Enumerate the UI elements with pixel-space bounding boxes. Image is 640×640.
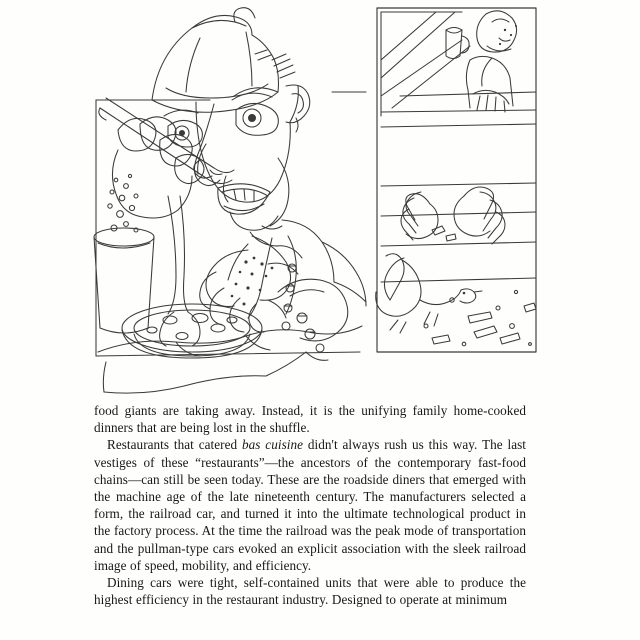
italic-phrase: bas cuisine	[242, 437, 304, 453]
para-2	[94, 436, 526, 574]
right-strip-middle	[381, 183, 536, 246]
text-run: Restaurants that catered	[107, 437, 242, 453]
body-text-block	[94, 402, 526, 608]
paper-hat	[152, 8, 279, 113]
drink-cup	[94, 174, 154, 333]
para-3	[94, 574, 526, 608]
right-strip-panel	[376, 8, 536, 352]
right-strip-bottom	[376, 254, 536, 346]
text-run: Dining cars were tight, self-contained units that were able to produce the highest efficiency in the restaurant industry. Designed to operate at minimum	[94, 575, 526, 608]
main-panel	[94, 8, 366, 393]
counter-napkin	[98, 326, 362, 393]
right-strip-top	[381, 11, 536, 127]
text-run: food giants are taking away. Instead, it is the unifying family home-cooked dinners that are being lost in the shuffle.	[94, 403, 526, 436]
para-1	[94, 402, 526, 436]
text-run: didn't always rush us this way. The last vestiges of these “restaurants”—the ancestors of the contemporary fast-food chains—can still be seen today. These are the roadside diners that emerged with the machine age of the late nineteenth century. The manufacturers selected a form, the railroad car, and turned it into the ultimate technological product in the factory process. At the time the railroad was the peak mode of transportation and the pullman-type cars evoked an explicit association with the sleek railroad image of speed, mobility, and efficiency.	[94, 437, 527, 573]
cook-head	[164, 50, 310, 246]
cook-upper-hand-and-bottle	[99, 98, 234, 218]
cook-lower-hand	[200, 236, 291, 332]
burger-plate	[122, 304, 262, 358]
